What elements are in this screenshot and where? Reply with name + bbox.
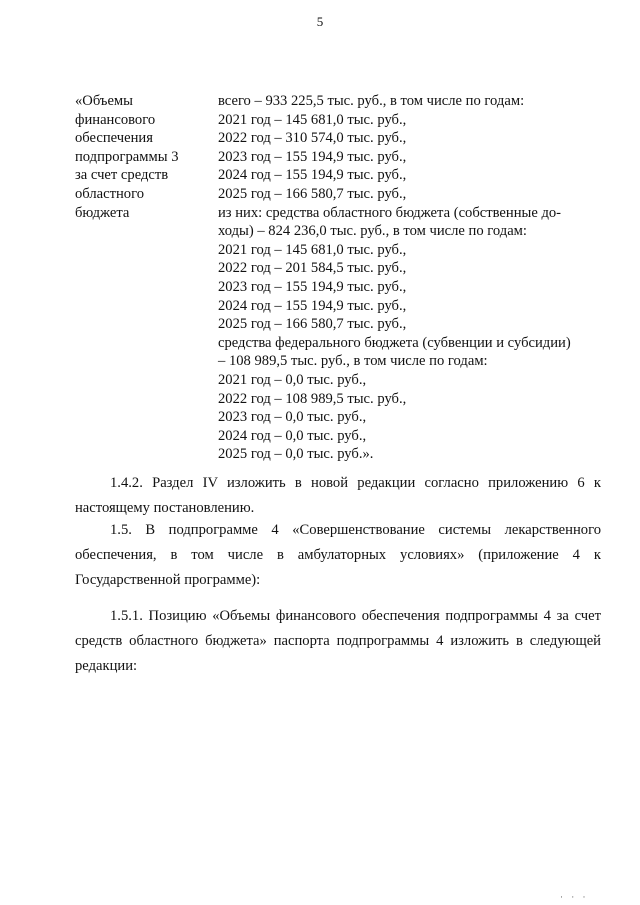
right-line: 2022 год – 310 574,0 тыс. руб., xyxy=(218,130,407,147)
right-line: 2021 год – 145 681,0 тыс. руб., xyxy=(218,111,407,128)
right-line: 2023 год – 155 194,9 тыс. руб., xyxy=(218,278,407,295)
right-line: 2022 год – 108 989,5 тыс. руб., xyxy=(218,390,407,407)
right-line: всего – 933 225,5 тыс. руб., в том числе по годам: xyxy=(218,93,525,109)
right-line: 2021 год – 0,0 тыс. руб., xyxy=(218,371,367,388)
left-line: за счет средств xyxy=(75,167,169,184)
page-number: 5 xyxy=(316,14,324,29)
right-line: 2025 год – 166 580,7 тыс. руб., xyxy=(218,185,407,202)
table-left-column xyxy=(75,92,215,222)
right-line: средства федерального бюджета (субвенции и субсидии) xyxy=(218,334,571,351)
right-line: 2023 год – 155 194,9 тыс. руб., xyxy=(218,148,407,165)
right-line: – 108 989,5 тыс. руб., в том числе по годам: xyxy=(218,353,488,370)
scan-artifact: · · · xyxy=(560,892,589,902)
right-line: 2024 год – 155 194,9 тыс. руб., xyxy=(218,297,407,314)
table-right-column xyxy=(218,92,603,464)
left-line: обеспечения xyxy=(75,130,153,147)
left-line: «Объемы xyxy=(75,93,133,109)
left-line: бюджета xyxy=(75,204,130,221)
left-line: подпрограммы 3 xyxy=(75,148,179,165)
right-line: 2025 год – 166 580,7 тыс. руб., xyxy=(218,316,407,333)
right-line: 2021 год – 145 681,0 тыс. руб., xyxy=(218,241,407,258)
right-line: 2022 год – 201 584,5 тыс. руб., xyxy=(218,260,407,277)
left-line: финансового xyxy=(75,111,156,128)
paragraph-1-5: 1.5. В подпрограмме 4 «Совершенствование системы лекарственного обеспечения, в том числе в амбулаторных условиях» (приложение 4 к Государственной программе): xyxy=(75,522,601,588)
paragraph-1-5-1: 1.5.1. Позицию «Объемы финансового обеспечения подпрограммы 4 за счет средств областного бюджета» паспорта подпрограммы 4 изложить в следующей редакции: xyxy=(75,608,601,674)
right-line: 2024 год – 155 194,9 тыс. руб., xyxy=(218,167,407,184)
right-line: ходы) – 824 236,0 тыс. руб., в том числе по годам: xyxy=(218,223,527,240)
right-line: из них: средства областного бюджета (собственные до- xyxy=(218,204,562,221)
right-line: 2023 год – 0,0 тыс. руб., xyxy=(218,409,367,426)
paragraph-1-4-2: 1.4.2. Раздел IV изложить в новой редакции согласно приложению 6 к настоящему постановлению. xyxy=(75,475,601,516)
right-line: 2025 год – 0,0 тыс. руб.». xyxy=(218,446,374,463)
right-line: 2024 год – 0,0 тыс. руб., xyxy=(218,427,367,444)
left-line: областного xyxy=(75,185,144,202)
